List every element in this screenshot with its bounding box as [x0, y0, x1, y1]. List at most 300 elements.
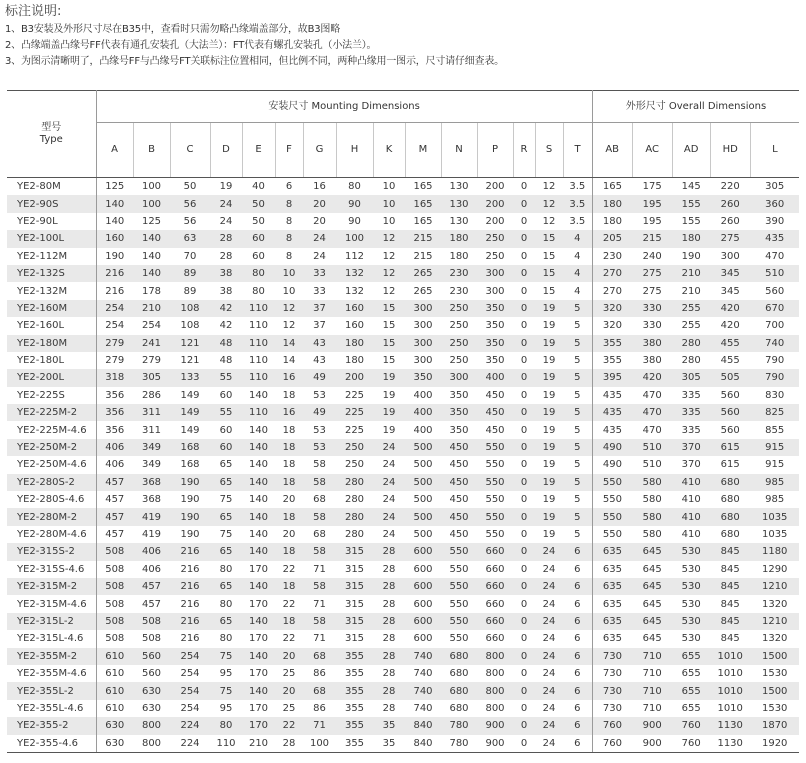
value-cell: 6 [563, 578, 592, 595]
value-cell: 985 [765, 494, 785, 506]
value-cell: 216 [170, 613, 210, 630]
value-cell: 80 [242, 265, 275, 282]
value-cell: 155 [681, 215, 701, 227]
value-cell: 12 [275, 300, 303, 317]
value-cell: 560 [765, 285, 785, 297]
value-cell: 500 [405, 474, 441, 491]
value-cell: 170 [248, 702, 269, 714]
value-cell: 635 [602, 598, 622, 610]
table-row [7, 300, 799, 317]
value-cell: 19 [542, 355, 556, 367]
value-cell: 0 [520, 494, 528, 506]
value-cell: 165 [405, 195, 441, 212]
value-cell: 740 [413, 702, 433, 714]
value-cell: 140 [248, 459, 269, 471]
value-cell: 160 [96, 230, 133, 247]
value-cell: 730 [592, 682, 632, 699]
value-cell: 240 [642, 250, 662, 262]
value-cell: 419 [141, 529, 162, 540]
table-row [7, 735, 799, 753]
column-header: F [275, 123, 303, 178]
value-cell: 15 [382, 320, 396, 332]
value-cell: 225 [344, 389, 365, 401]
value-cell: 250 [477, 230, 513, 247]
value-cell: 15 [382, 355, 396, 367]
value-cell: 24 [303, 230, 336, 247]
value-cell: 420 [720, 320, 740, 332]
value-cell: 254 [105, 320, 125, 332]
column-header: A [96, 123, 133, 178]
value-cell: 0 [520, 355, 528, 367]
value-cell: 125 [141, 215, 162, 227]
value-cell: 470 [632, 404, 672, 421]
value-cell: 63 [170, 230, 210, 247]
value-cell: 140 [242, 474, 275, 491]
value-cell: 16 [313, 181, 326, 193]
type-cell: YE2-180L [7, 352, 96, 369]
value-cell: 19 [542, 459, 556, 471]
value-cell: 28 [382, 598, 396, 610]
value-cell: 254 [170, 682, 210, 699]
value-cell: 410 [681, 529, 701, 540]
value-cell: 0 [513, 613, 535, 630]
value-cell: 660 [485, 633, 505, 645]
value-cell: 80 [219, 633, 233, 645]
value-cell: 24 [542, 598, 556, 610]
value-cell: 450 [485, 424, 505, 436]
value-cell: 280 [344, 494, 365, 506]
column-header: L [750, 123, 799, 178]
value-cell: 18 [275, 578, 303, 595]
value-cell: 28 [382, 633, 396, 645]
value-cell: 318 [96, 369, 133, 386]
value-cell: 6 [563, 682, 592, 699]
value-cell: 455 [720, 355, 740, 367]
value-cell: 700 [765, 320, 785, 332]
value-cell: 24 [382, 459, 396, 471]
value-cell: 370 [672, 439, 710, 456]
value-cell: 86 [313, 668, 326, 680]
value-cell: 0 [513, 474, 535, 491]
type-cell: YE2-280M-2 [7, 508, 96, 525]
value-cell: 132 [344, 285, 365, 297]
value-cell: 420 [710, 300, 750, 317]
value-cell: 5 [563, 456, 592, 473]
value-cell: 8 [285, 215, 293, 227]
value-cell: 90 [336, 195, 373, 212]
overall-dimensions-header: 外形尺寸 Overall Dimensions [592, 91, 799, 123]
value-cell: 500 [405, 439, 441, 456]
value-cell: 730 [592, 648, 632, 665]
note-line-2: 2、凸缘端盖凸缘号FF代表有通孔安装孔（大法兰）：FT代表有螺孔安装孔（小法兰）。 [5, 40, 377, 51]
note-line-3: 3、为图示清晰明了，凸缘号FF与凸缘号FT关联标注位置相同，但比例不同，两种凸缘用一图示，尺寸请仔细查表。 [5, 56, 504, 67]
value-cell: 19 [542, 389, 556, 401]
value-cell: 28 [373, 613, 405, 630]
column-header: AC [632, 123, 672, 178]
type-cell: YE2-355L-4.6 [7, 700, 96, 717]
value-cell: 121 [180, 355, 200, 367]
value-cell: 35 [373, 735, 405, 753]
value-cell: 350 [449, 389, 469, 401]
value-cell: 790 [750, 369, 799, 386]
value-cell: 550 [449, 633, 469, 645]
value-cell: 140 [242, 543, 275, 560]
value-cell: 224 [170, 735, 210, 753]
table-row [7, 456, 799, 473]
table-row [7, 282, 799, 299]
value-cell: 335 [672, 404, 710, 421]
value-cell: 250 [449, 320, 469, 332]
value-cell: 305 [765, 181, 785, 193]
value-cell: 0 [520, 215, 528, 227]
value-cell: 0 [520, 285, 528, 297]
value-cell: 280 [681, 355, 701, 367]
value-cell: 145 [681, 181, 701, 193]
value-cell: 68 [303, 682, 336, 699]
value-cell: 600 [405, 613, 441, 630]
value-cell: 315 [336, 613, 373, 630]
value-cell: 68 [313, 529, 326, 540]
value-cell: 550 [441, 543, 477, 560]
value-cell: 24 [219, 215, 233, 227]
value-cell: 505 [710, 369, 750, 386]
value-cell: 457 [96, 508, 133, 525]
value-cell: 100 [141, 181, 162, 193]
value-cell: 112 [344, 250, 365, 262]
table-row [7, 352, 799, 369]
value-cell: 660 [485, 563, 505, 575]
value-cell: 0 [513, 508, 535, 525]
column-header: C [170, 123, 210, 178]
value-cell: 80 [219, 598, 233, 610]
value-cell: 190 [180, 494, 200, 506]
value-cell: 15 [373, 300, 405, 317]
value-cell: 18 [275, 474, 303, 491]
value-cell: 254 [96, 300, 133, 317]
value-cell: 250 [336, 439, 373, 456]
value-cell: 225 [336, 404, 373, 421]
value-cell: 840 [405, 735, 441, 753]
value-cell: 457 [105, 529, 125, 540]
value-cell: 470 [642, 424, 662, 436]
value-cell: 680 [441, 648, 477, 665]
value-cell: 43 [303, 335, 336, 352]
value-cell: 280 [336, 474, 373, 491]
value-cell: 508 [141, 633, 162, 645]
value-cell: 165 [602, 181, 622, 193]
table-row [7, 491, 799, 508]
value-cell: 0 [513, 195, 535, 212]
value-cell: 315 [336, 578, 373, 595]
value-cell: 24 [373, 474, 405, 491]
value-cell: 1010 [710, 648, 750, 665]
value-cell: 710 [642, 668, 662, 680]
value-cell: 6 [285, 181, 293, 193]
value-cell: 6 [563, 735, 592, 753]
value-cell: 19 [535, 474, 563, 491]
value-cell: 406 [133, 543, 170, 560]
value-cell: 140 [96, 195, 133, 212]
value-cell: 19 [219, 181, 233, 193]
value-cell: 260 [710, 195, 750, 212]
value-cell: 550 [485, 529, 505, 540]
value-cell: 349 [133, 439, 170, 456]
value-cell: 1530 [761, 668, 788, 680]
table-row [7, 335, 799, 352]
value-cell: 300 [405, 300, 441, 317]
value-cell: 210 [681, 285, 701, 297]
value-cell: 900 [632, 717, 672, 734]
value-cell: 210 [672, 265, 710, 282]
value-cell: 279 [105, 355, 125, 367]
value-cell: 0 [513, 404, 535, 421]
value-cell: 270 [602, 285, 622, 297]
value-cell: 60 [210, 439, 242, 456]
value-cell: 20 [303, 195, 336, 212]
value-cell: 360 [750, 195, 799, 212]
value-cell: 400 [413, 389, 433, 401]
value-cell: 610 [96, 682, 133, 699]
value-cell: 530 [681, 563, 701, 575]
value-cell: 24 [535, 735, 563, 753]
value-cell: 216 [180, 563, 200, 575]
table-row [7, 648, 799, 665]
value-cell: 22 [282, 563, 296, 575]
value-cell: 89 [170, 265, 210, 282]
value-cell: 56 [183, 215, 197, 227]
value-cell: 149 [180, 424, 200, 436]
value-cell: 855 [765, 424, 785, 436]
value-cell: 645 [632, 613, 672, 630]
table-row [7, 265, 799, 282]
value-cell: 1530 [761, 702, 788, 714]
value-cell: 500 [413, 459, 433, 471]
value-cell: 60 [219, 389, 233, 401]
value-cell: 160 [344, 320, 365, 332]
value-cell: 15 [542, 285, 556, 297]
value-cell: 760 [672, 735, 710, 753]
value-cell: 5 [563, 508, 592, 525]
value-cell: 12 [382, 250, 396, 262]
value-cell: 320 [602, 320, 622, 332]
value-cell: 355 [344, 668, 365, 680]
value-cell: 550 [477, 508, 513, 525]
value-cell: 0 [513, 230, 535, 247]
value-cell: 37 [303, 300, 336, 317]
value-cell: 630 [133, 682, 170, 699]
value-cell: 1010 [717, 702, 743, 714]
value-cell: 180 [592, 195, 632, 212]
value-cell: 900 [477, 717, 513, 734]
type-cell: YE2-132S [7, 265, 96, 282]
value-cell: 19 [535, 508, 563, 525]
value-cell: 350 [477, 335, 513, 352]
value-cell: 28 [382, 563, 396, 575]
value-cell: 15 [373, 335, 405, 352]
table-row [7, 613, 799, 630]
value-cell: 6 [563, 613, 592, 630]
notes-section [5, 2, 800, 70]
value-cell: 380 [632, 335, 672, 352]
value-cell: 335 [681, 424, 701, 436]
value-cell: 50 [242, 195, 275, 212]
value-cell: 200 [485, 181, 505, 193]
value-cell: 1870 [750, 717, 799, 734]
value-cell: 500 [413, 494, 433, 506]
value-cell: 0 [513, 369, 535, 386]
value-cell: 140 [248, 389, 269, 401]
value-cell: 216 [180, 598, 200, 610]
value-cell: 24 [373, 439, 405, 456]
value-cell: 900 [632, 735, 672, 753]
type-cell: YE2-355-4.6 [7, 735, 96, 753]
type-header-cn: 型号 [41, 122, 62, 133]
value-cell: 130 [449, 181, 469, 193]
value-cell: 10 [382, 215, 396, 227]
value-cell: 645 [642, 633, 662, 645]
value-cell: 630 [96, 735, 133, 753]
column-header: K [373, 123, 405, 178]
value-cell: 0 [513, 543, 535, 560]
value-cell: 320 [592, 300, 632, 317]
value-cell: 216 [170, 578, 210, 595]
value-cell: 24 [542, 668, 556, 680]
value-cell: 3.5 [563, 178, 592, 196]
value-cell: 200 [477, 195, 513, 212]
value-cell: 35 [373, 717, 405, 734]
table-row [7, 526, 799, 543]
value-cell: 395 [592, 369, 632, 386]
column-header-row [7, 123, 799, 178]
value-cell: 86 [313, 702, 326, 714]
type-header-en: Type [39, 134, 63, 145]
value-cell: 311 [133, 404, 170, 421]
value-cell: 0 [513, 682, 535, 699]
type-cell: YE2-112M [7, 248, 96, 265]
value-cell: 140 [242, 578, 275, 595]
value-cell: 38 [210, 265, 242, 282]
value-cell: 300 [720, 250, 740, 262]
value-cell: 800 [485, 702, 505, 714]
column-header: E [242, 123, 275, 178]
value-cell: 349 [141, 459, 162, 471]
value-cell: 190 [180, 529, 200, 540]
value-cell: 10 [282, 285, 296, 297]
value-cell: 58 [313, 459, 326, 471]
value-cell: 790 [765, 355, 785, 367]
value-cell: 28 [382, 702, 396, 714]
value-cell: 457 [133, 578, 170, 595]
value-cell: 121 [170, 335, 210, 352]
value-cell: 95 [219, 702, 233, 714]
value-cell: 368 [133, 474, 170, 491]
value-cell: 250 [441, 300, 477, 317]
value-cell: 279 [141, 355, 162, 367]
value-cell: 168 [180, 459, 200, 471]
value-cell: 275 [642, 285, 662, 297]
value-cell: 610 [96, 648, 133, 665]
value-cell: 5 [563, 317, 592, 334]
value-cell: 210 [133, 300, 170, 317]
value-cell: 110 [242, 300, 275, 317]
value-cell: 0 [520, 633, 528, 645]
value-cell: 180 [336, 335, 373, 352]
value-cell: 400 [477, 369, 513, 386]
value-cell: 24 [313, 250, 326, 262]
value-cell: 5 [563, 387, 592, 404]
value-cell: 6 [563, 665, 592, 682]
value-cell: 19 [535, 404, 563, 421]
value-cell: 100 [303, 735, 336, 753]
value-cell: 110 [248, 355, 269, 367]
type-cell: YE2-200L [7, 369, 96, 386]
value-cell: 170 [248, 633, 269, 645]
value-cell: 68 [303, 648, 336, 665]
value-cell: 89 [183, 285, 197, 297]
value-cell: 530 [672, 578, 710, 595]
type-cell: YE2-315L-2 [7, 613, 96, 630]
value-cell: 24 [542, 702, 556, 714]
value-cell: 550 [602, 494, 622, 506]
value-cell: 12 [373, 230, 405, 247]
value-cell: 435 [602, 389, 622, 401]
value-cell: 24 [382, 529, 396, 540]
value-cell: 710 [632, 648, 672, 665]
value-cell: 560 [720, 389, 740, 401]
value-cell: 275 [710, 230, 750, 247]
value-cell: 4 [563, 248, 592, 265]
value-cell: 845 [710, 613, 750, 630]
value-cell: 1130 [710, 735, 750, 753]
value-cell: 65 [219, 459, 233, 471]
value-cell: 140 [242, 648, 275, 665]
value-cell: 58 [303, 474, 336, 491]
value-cell: 845 [720, 633, 740, 645]
value-cell: 24 [535, 648, 563, 665]
value-cell: 5 [563, 474, 592, 491]
value-cell: 216 [96, 265, 133, 282]
value-cell: 0 [520, 702, 528, 714]
value-cell: 24 [535, 578, 563, 595]
value-cell: 900 [477, 735, 513, 753]
value-cell: 110 [242, 335, 275, 352]
value-cell: 450 [449, 494, 469, 506]
value-cell: 19 [542, 320, 556, 332]
notes-title: 标注说明: [5, 4, 62, 19]
value-cell: 80 [219, 563, 233, 575]
value-cell: 18 [275, 508, 303, 525]
column-header: H [336, 123, 373, 178]
type-cell: YE2-315L-4.6 [7, 630, 96, 647]
value-cell: 845 [720, 598, 740, 610]
value-cell: 75 [219, 494, 233, 506]
value-cell: 350 [449, 424, 469, 436]
value-cell: 216 [170, 543, 210, 560]
value-cell: 5 [563, 439, 592, 456]
value-cell: 406 [141, 563, 162, 575]
value-cell: 550 [477, 474, 513, 491]
value-cell: 680 [710, 474, 750, 491]
value-cell: 19 [535, 335, 563, 352]
value-cell: 170 [248, 668, 269, 680]
value-cell: 315 [344, 563, 365, 575]
value-cell: 75 [219, 529, 233, 540]
value-cell: 68 [313, 494, 326, 506]
value-cell: 71 [303, 717, 336, 734]
value-cell: 635 [592, 543, 632, 560]
value-cell: 760 [592, 735, 632, 753]
type-cell: YE2-315M-2 [7, 578, 96, 595]
